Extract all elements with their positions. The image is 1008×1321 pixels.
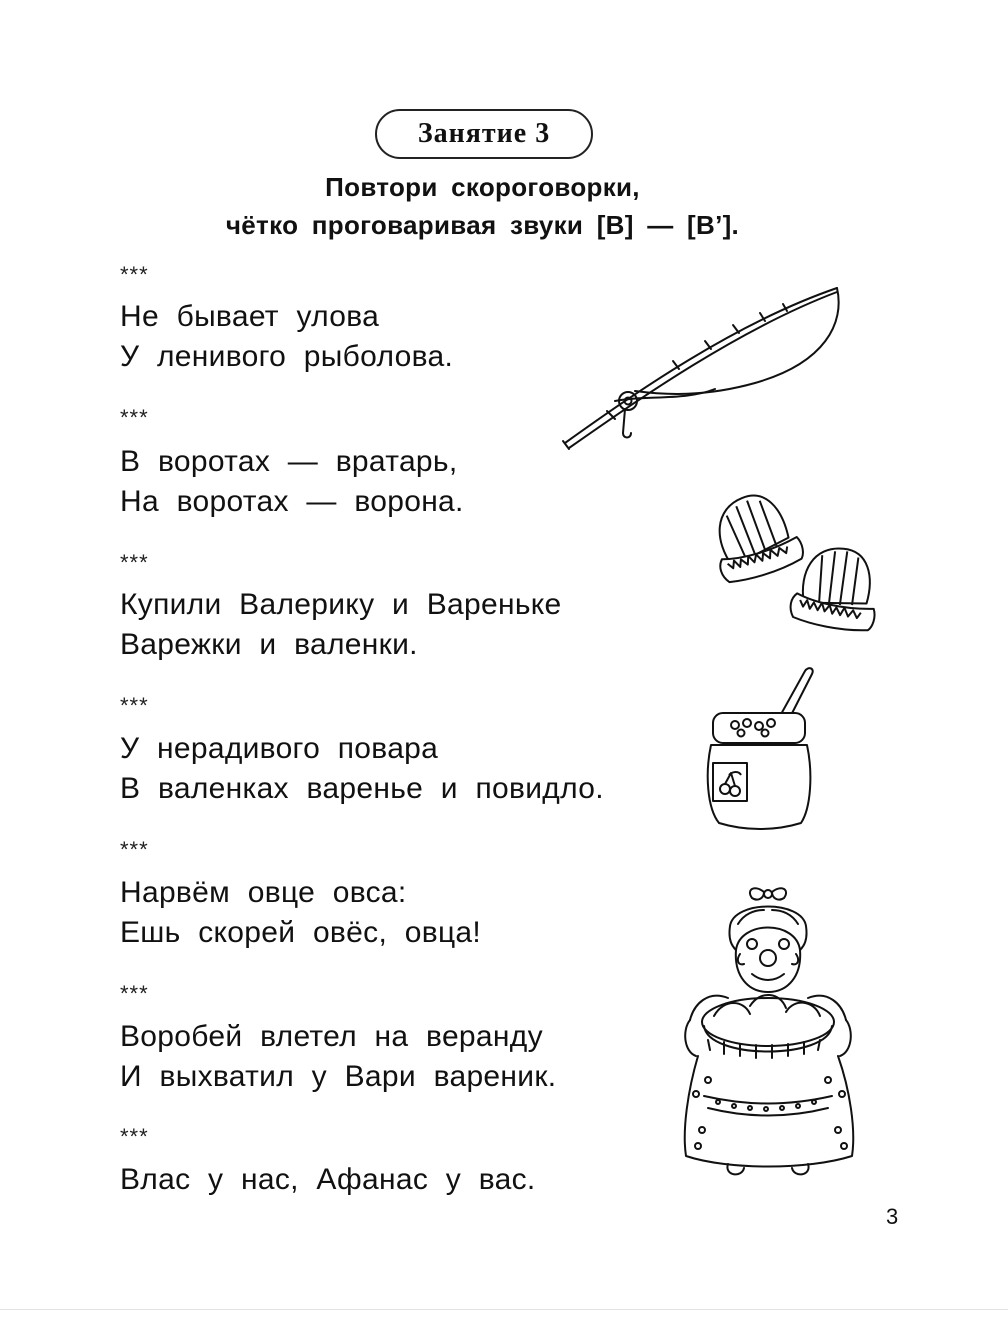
grandmother-with-dumplings-icon bbox=[668, 880, 883, 1178]
verse-7-line-1: Влас у нас, Афанас у вас. bbox=[120, 1163, 536, 1196]
lesson-title bbox=[375, 109, 593, 159]
verse-separator: *** bbox=[120, 262, 149, 287]
verse-3-line-2: Варежки и валенки. bbox=[120, 628, 418, 661]
verse-6-line-2: И выхватил у Вари вареник. bbox=[120, 1060, 557, 1093]
verse-separator: *** bbox=[120, 405, 149, 430]
instruction-line-1: Повтори скороговорки, bbox=[325, 172, 640, 202]
verse-6-line-1: Воробей влетел на веранду bbox=[120, 1020, 543, 1053]
page-number: 3 bbox=[886, 1204, 899, 1229]
mittens-icon bbox=[695, 488, 885, 648]
verse-4-line-1: У нерадивого повара bbox=[120, 732, 439, 765]
verse-3-line-1: Купили Валерику и Вареньке bbox=[120, 588, 562, 621]
instruction-line-2: чётко проговаривая звуки [В] — [В’]. bbox=[225, 210, 740, 240]
verse-5-line-2: Ешь скорей овёс, овца! bbox=[120, 916, 482, 949]
verse-2-line-1: В воротах — вратарь, bbox=[120, 445, 458, 478]
fishing-rod-icon bbox=[555, 283, 845, 453]
verse-1-line-2: У ленивого рыболова. bbox=[120, 340, 454, 373]
jam-jar-icon bbox=[705, 663, 820, 831]
lesson-title-text: Занятие 3 bbox=[417, 118, 551, 149]
verse-separator: *** bbox=[120, 550, 149, 575]
verse-separator: *** bbox=[120, 1124, 149, 1149]
verse-5-line-1: Нарвём овце овса: bbox=[120, 876, 407, 909]
verse-1-line-1: Не бывает улова bbox=[120, 300, 380, 333]
instruction bbox=[150, 168, 815, 244]
verse-2-line-2: На воротах — ворона. bbox=[120, 485, 464, 518]
page-bottom-rule bbox=[0, 1309, 1008, 1310]
verse-separator: *** bbox=[120, 837, 149, 862]
verse-separator: *** bbox=[120, 693, 149, 718]
verse-4-line-2: В валенках варенье и повидло. bbox=[120, 772, 604, 805]
verse-separator: *** bbox=[120, 981, 149, 1006]
